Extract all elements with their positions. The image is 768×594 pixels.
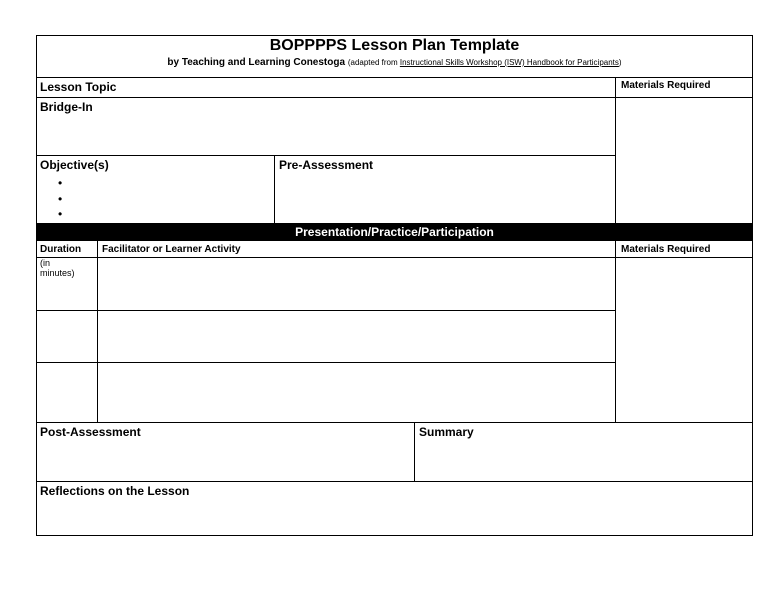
rule-under-bridge [36, 155, 616, 156]
activity-label: Facilitator or Learner Activity [102, 244, 241, 255]
reflections-label: Reflections on the Lesson [40, 484, 190, 498]
rule-above-reflections [36, 481, 753, 482]
byline [36, 57, 753, 68]
divider-post-summary [414, 422, 415, 481]
adapted-suffix: ) [618, 58, 622, 67]
objectives-label: Objective(s) [40, 158, 109, 172]
divider-materials-bottom [615, 241, 616, 422]
objective-bullet-1: • [58, 176, 63, 190]
rule-under-topic [36, 97, 753, 98]
presentation-bar [36, 224, 753, 241]
objective-bullet-3: • [58, 207, 63, 221]
lesson-plan-frame [36, 35, 753, 536]
lesson-topic-label: Lesson Topic [40, 80, 117, 94]
post-assessment-label: Post-Assessment [40, 425, 141, 439]
adapted-prefix: (adapted from [347, 58, 400, 67]
presentation-bar-title: Presentation/Practice/Participation [295, 225, 494, 239]
rule-under-column-heads [36, 257, 753, 258]
duration-note-line-2: minutes) [40, 268, 75, 278]
rule-activity-row-2 [36, 362, 616, 363]
materials-required-label-bottom: Materials Required [621, 244, 711, 255]
rule-above-post [36, 422, 753, 423]
divider-duration [97, 241, 98, 422]
isw-handbook-link[interactable]: Instructional Skills Workshop (ISW) Handbook for Participants [399, 58, 619, 67]
divider-materials-top [615, 77, 616, 223]
duration-note-line-1: (in [40, 258, 51, 268]
duration-label: Duration [40, 244, 82, 255]
summary-label: Summary [419, 425, 474, 439]
page-title: BOPPPPS Lesson Plan Template [269, 37, 520, 54]
objective-bullet-2: • [58, 192, 63, 206]
bridge-in-label: Bridge-In [40, 100, 93, 114]
pre-assessment-label: Pre-Assessment [279, 158, 374, 172]
divider-objectives-pre [274, 155, 275, 223]
byline-text: by Teaching and Learning Conestoga [167, 57, 346, 68]
rule-activity-row-1 [36, 310, 616, 311]
rule-under-title [36, 77, 753, 78]
materials-required-label-top: Materials Required [621, 80, 711, 91]
